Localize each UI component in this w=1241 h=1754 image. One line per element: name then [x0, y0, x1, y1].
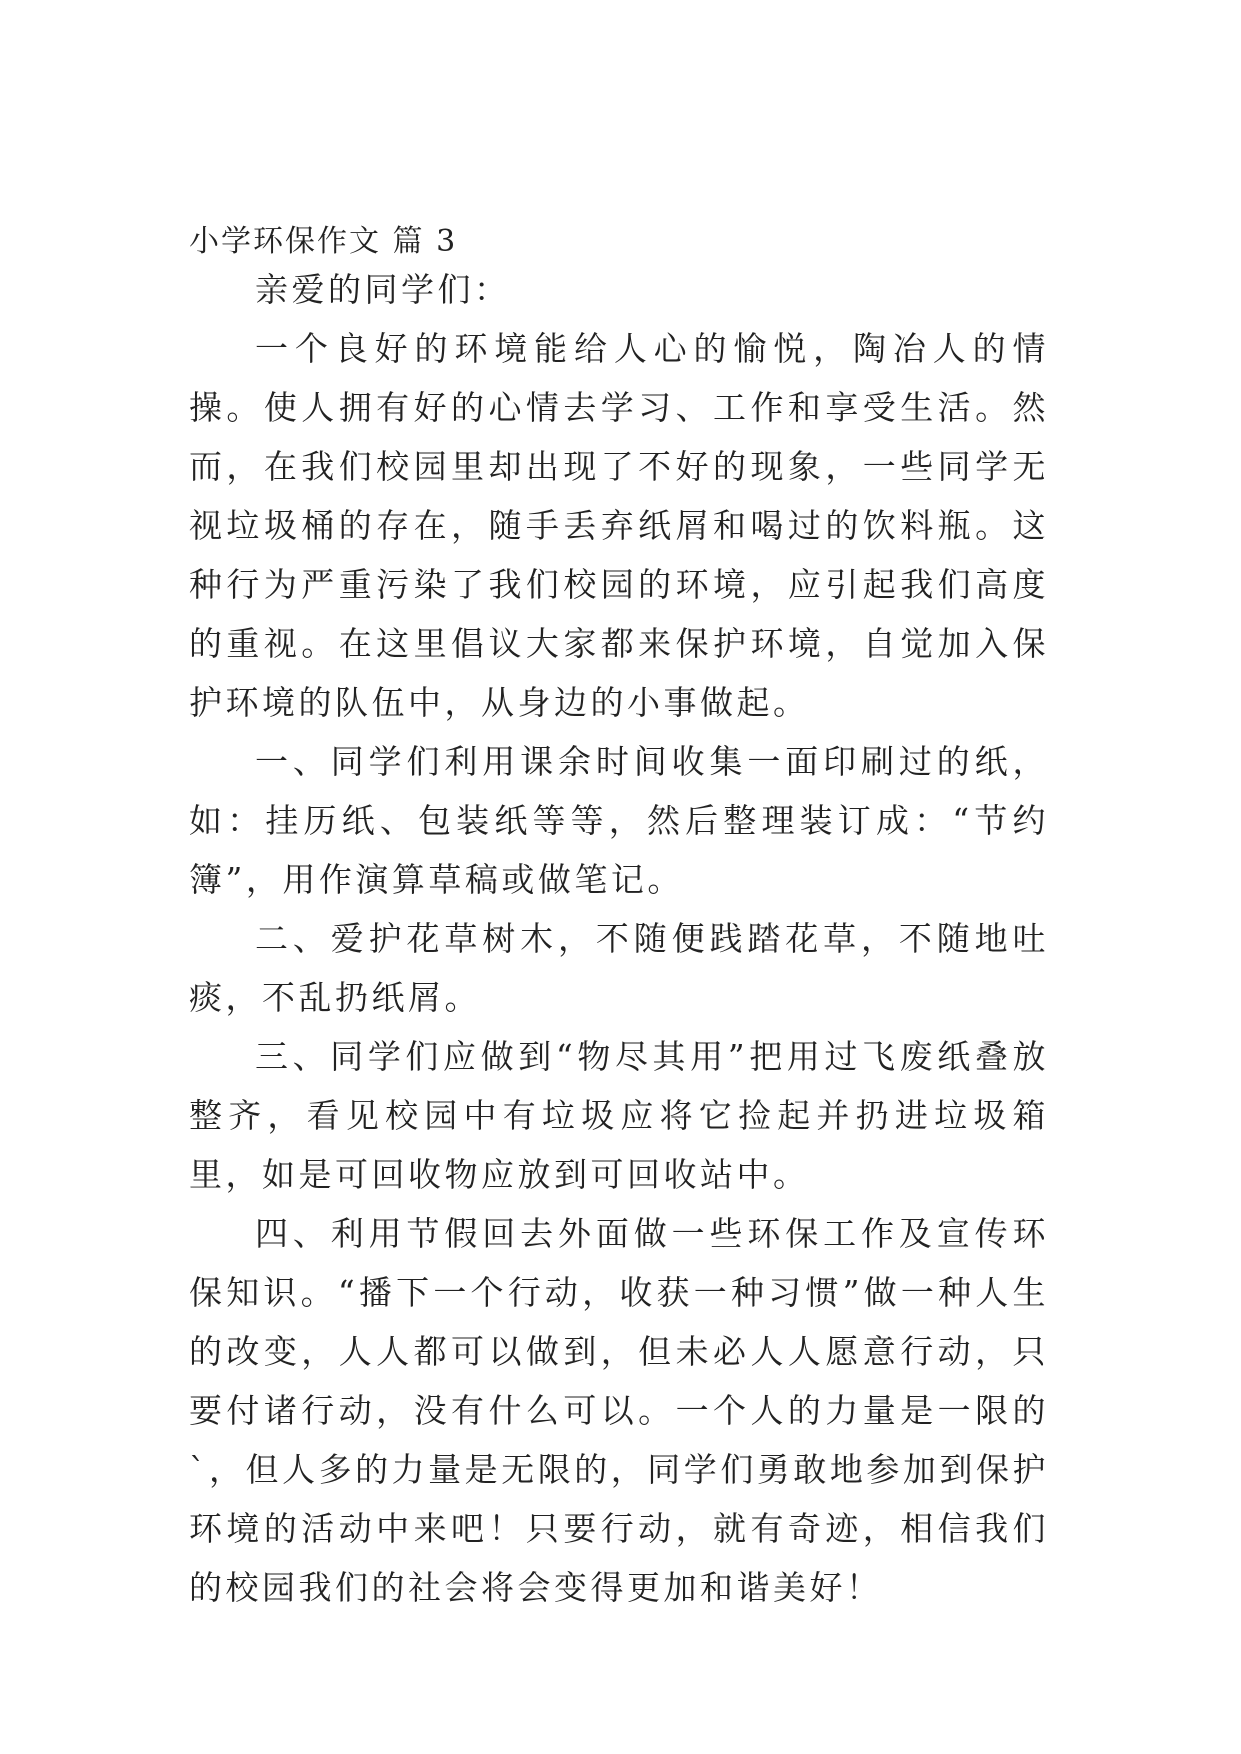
salutation-paragraph: 亲爱的同学们： [255, 270, 511, 309]
point-three-paragraph: 三、同学们应做到“物尽其用”把用过飞废纸叠放整齐，看见校园中有垃圾应将它捡起并扔进垃圾箱里，如是可回收物应放到可回收站中。 [189, 1037, 1049, 1194]
point-four-paragraph: 四、利用节假回去外面做一些环保工作及宣传环保知识。“播下一个行动，收获一种习惯”做一种人生的改变，人人都可以做到，但未必人人愿意行动，只要付诸行动，没有什么可以。一个人的力量是一限的`，但人多的力量是无限的，同学们勇敢地参加到保护环境的活动中来吧！只要行动，就有奇迹，相信我们的校园我们的社会将会变得更加和谐美好！ [189, 1214, 1049, 1607]
point-one-paragraph: 一、同学们利用课余时间收集一面印刷过的纸，如：挂历纸、包装纸等等，然后整理装订成：“节约簿”，用作演算草稿或做笔记。 [189, 742, 1049, 899]
document-body [189, 260, 1049, 1617]
document-title: 小学环保作文 篇 3 [189, 224, 458, 259]
intro-paragraph: 一个良好的环境能给人心的愉悦，陶冶人的情操。使人拥有好的心情去学习、工作和享受生活。然而，在我们校园里却出现了不好的现象，一些同学无视垃圾桶的存在，随手丢弃纸屑和喝过的饮料瓶。这种行为严重污染了我们校园的环境，应引起我们高度的重视。在这里倡议大家都来保护环境，自觉加入保护环境的队伍中，从身边的小事做起。 [189, 329, 1049, 722]
point-two-paragraph: 二、爱护花草树木，不随便践踏花草，不随地吐痰，不乱扔纸屑。 [189, 919, 1049, 1017]
